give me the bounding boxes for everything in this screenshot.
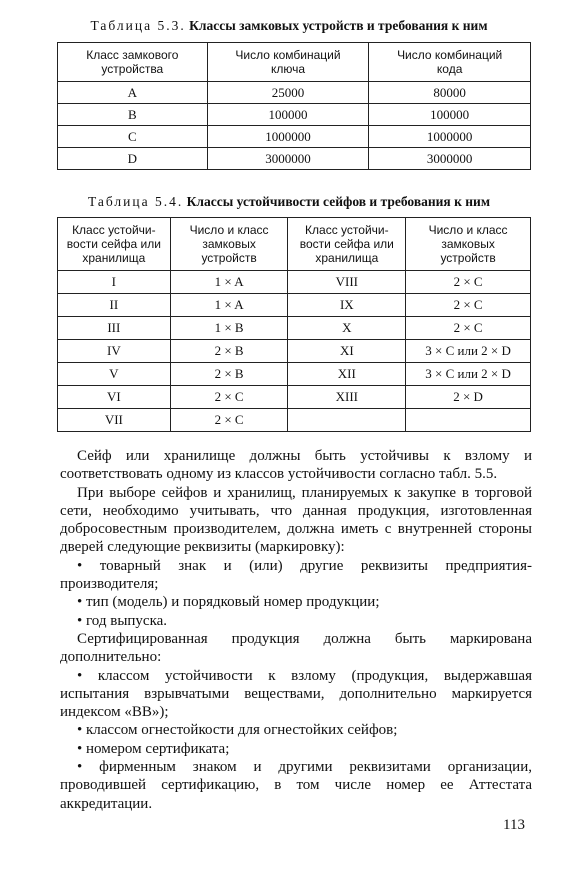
table-row xyxy=(58,340,531,363)
table-row xyxy=(58,126,531,148)
table-cell: XI xyxy=(288,340,406,363)
table-5-4-caption xyxy=(0,194,578,210)
paragraph: Сертифицированная продукция должна быть маркирована дополнительно: xyxy=(60,630,532,666)
table-cell: 2 × C xyxy=(406,317,531,340)
caption-label: Таблица 5.4. xyxy=(87,194,184,209)
table-cell: VIII xyxy=(288,271,406,294)
table-5-3-caption xyxy=(0,18,578,34)
table-cell: 1 × A xyxy=(170,271,288,294)
table-cell: 2 × C xyxy=(170,409,288,432)
page-number: 113 xyxy=(503,817,525,833)
header-cell: Число комбинаций ключа xyxy=(207,43,369,82)
table-cell: 100000 xyxy=(369,104,531,126)
table-cell: 1000000 xyxy=(369,126,531,148)
table-row xyxy=(58,271,531,294)
table-cell: 2 × C xyxy=(406,271,531,294)
table-cell: 80000 xyxy=(369,82,531,104)
list-item: • год выпуска. xyxy=(77,612,168,629)
paragraph: При выборе сейфов и хранилищ, планируемых к закупке в торговой сети, необходимо учитывать, что данная продукция, изготовленная добросовестным производителем, должна иметь с внутренней стороны дверей следующие реквизиты (маркировку): xyxy=(60,484,532,556)
table-cell: 3000000 xyxy=(369,148,531,170)
table-cell: 25000 xyxy=(207,82,369,104)
locking-devices-table xyxy=(57,42,531,170)
table-cell: I xyxy=(58,271,171,294)
header-cell: Число и класс замковых устройств xyxy=(406,218,531,271)
table-cell: 1 × A xyxy=(170,294,288,317)
table-cell: A xyxy=(58,82,208,104)
table-cell: XIII xyxy=(288,386,406,409)
table-cell: X xyxy=(288,317,406,340)
table-cell: 2 × D xyxy=(406,386,531,409)
table-cell: IV xyxy=(58,340,171,363)
table-cell: 100000 xyxy=(207,104,369,126)
table-cell xyxy=(406,409,531,432)
header-cell: Число и класс замковых устройств xyxy=(170,218,288,271)
header-cell: Класс замкового устройства xyxy=(58,43,208,82)
body-text xyxy=(60,447,532,813)
table-row xyxy=(58,82,531,104)
table-row xyxy=(58,317,531,340)
table-cell: VII xyxy=(58,409,171,432)
table-cell: 2 × C xyxy=(170,386,288,409)
header-cell: Класс устойчи-вости сейфа или хранилища xyxy=(58,218,171,271)
table-cell: 2 × C xyxy=(406,294,531,317)
table-cell: B xyxy=(58,104,208,126)
table-row xyxy=(58,294,531,317)
table-cell: 1 × B xyxy=(170,317,288,340)
table-cell xyxy=(288,409,406,432)
table-cell: 3 × C или 2 × D xyxy=(406,363,531,386)
caption-label: Таблица 5.3. xyxy=(90,18,186,33)
list-item: • товарный знак и (или) другие реквизиты предприятия-производителя; xyxy=(60,557,532,593)
table-cell: 1000000 xyxy=(207,126,369,148)
list-item: • классом устойчивости к взлому (продукция, выдержавшая испытания взрывчатыми веществами, дополнительно маркируется индексом «ВВ»); xyxy=(60,667,532,721)
table-header-row xyxy=(58,218,531,271)
list-item: • номером сертификата; xyxy=(77,740,230,757)
table-cell: D xyxy=(58,148,208,170)
table-cell: VI xyxy=(58,386,171,409)
table-cell: C xyxy=(58,126,208,148)
table-cell: 2 × B xyxy=(170,340,288,363)
table-row xyxy=(58,386,531,409)
table-cell: V xyxy=(58,363,171,386)
table-cell: III xyxy=(58,317,171,340)
list-item: • фирменным знаком и другими реквизитами организации, проводившей сертификацию, в том числе номер ее Аттестата аккредитации. xyxy=(60,759,532,812)
table-header-row xyxy=(58,43,531,82)
table-cell: XII xyxy=(288,363,406,386)
header-cell: Класс устойчи-вости сейфа или хранилища xyxy=(288,218,406,271)
list-item: • тип (модель) и порядковый номер продукции; xyxy=(77,594,380,611)
table-row xyxy=(58,104,531,126)
table-cell: II xyxy=(58,294,171,317)
table-row xyxy=(58,363,531,386)
caption-title: Классы устойчивости сейфов и требования к ним xyxy=(186,194,491,209)
table-row xyxy=(58,409,531,432)
caption-title: Классы замковых устройств и требования к ним xyxy=(189,18,488,33)
table-cell: 2 × B xyxy=(170,363,288,386)
table-cell: 3 × C или 2 × D xyxy=(406,340,531,363)
safe-resistance-classes-table xyxy=(57,217,531,432)
table-cell: IX xyxy=(288,294,406,317)
table-row xyxy=(58,148,531,170)
table-cell: 3000000 xyxy=(207,148,369,170)
header-cell: Число комбинаций кода xyxy=(369,43,531,82)
paragraph: Сейф или хранилище должны быть устойчивы к взлому и соответствовать одному из классов устойчивости согласно табл. 5.5. xyxy=(60,448,532,483)
list-item: • классом огнестойкости для огнестойких сейфов; xyxy=(77,722,398,739)
